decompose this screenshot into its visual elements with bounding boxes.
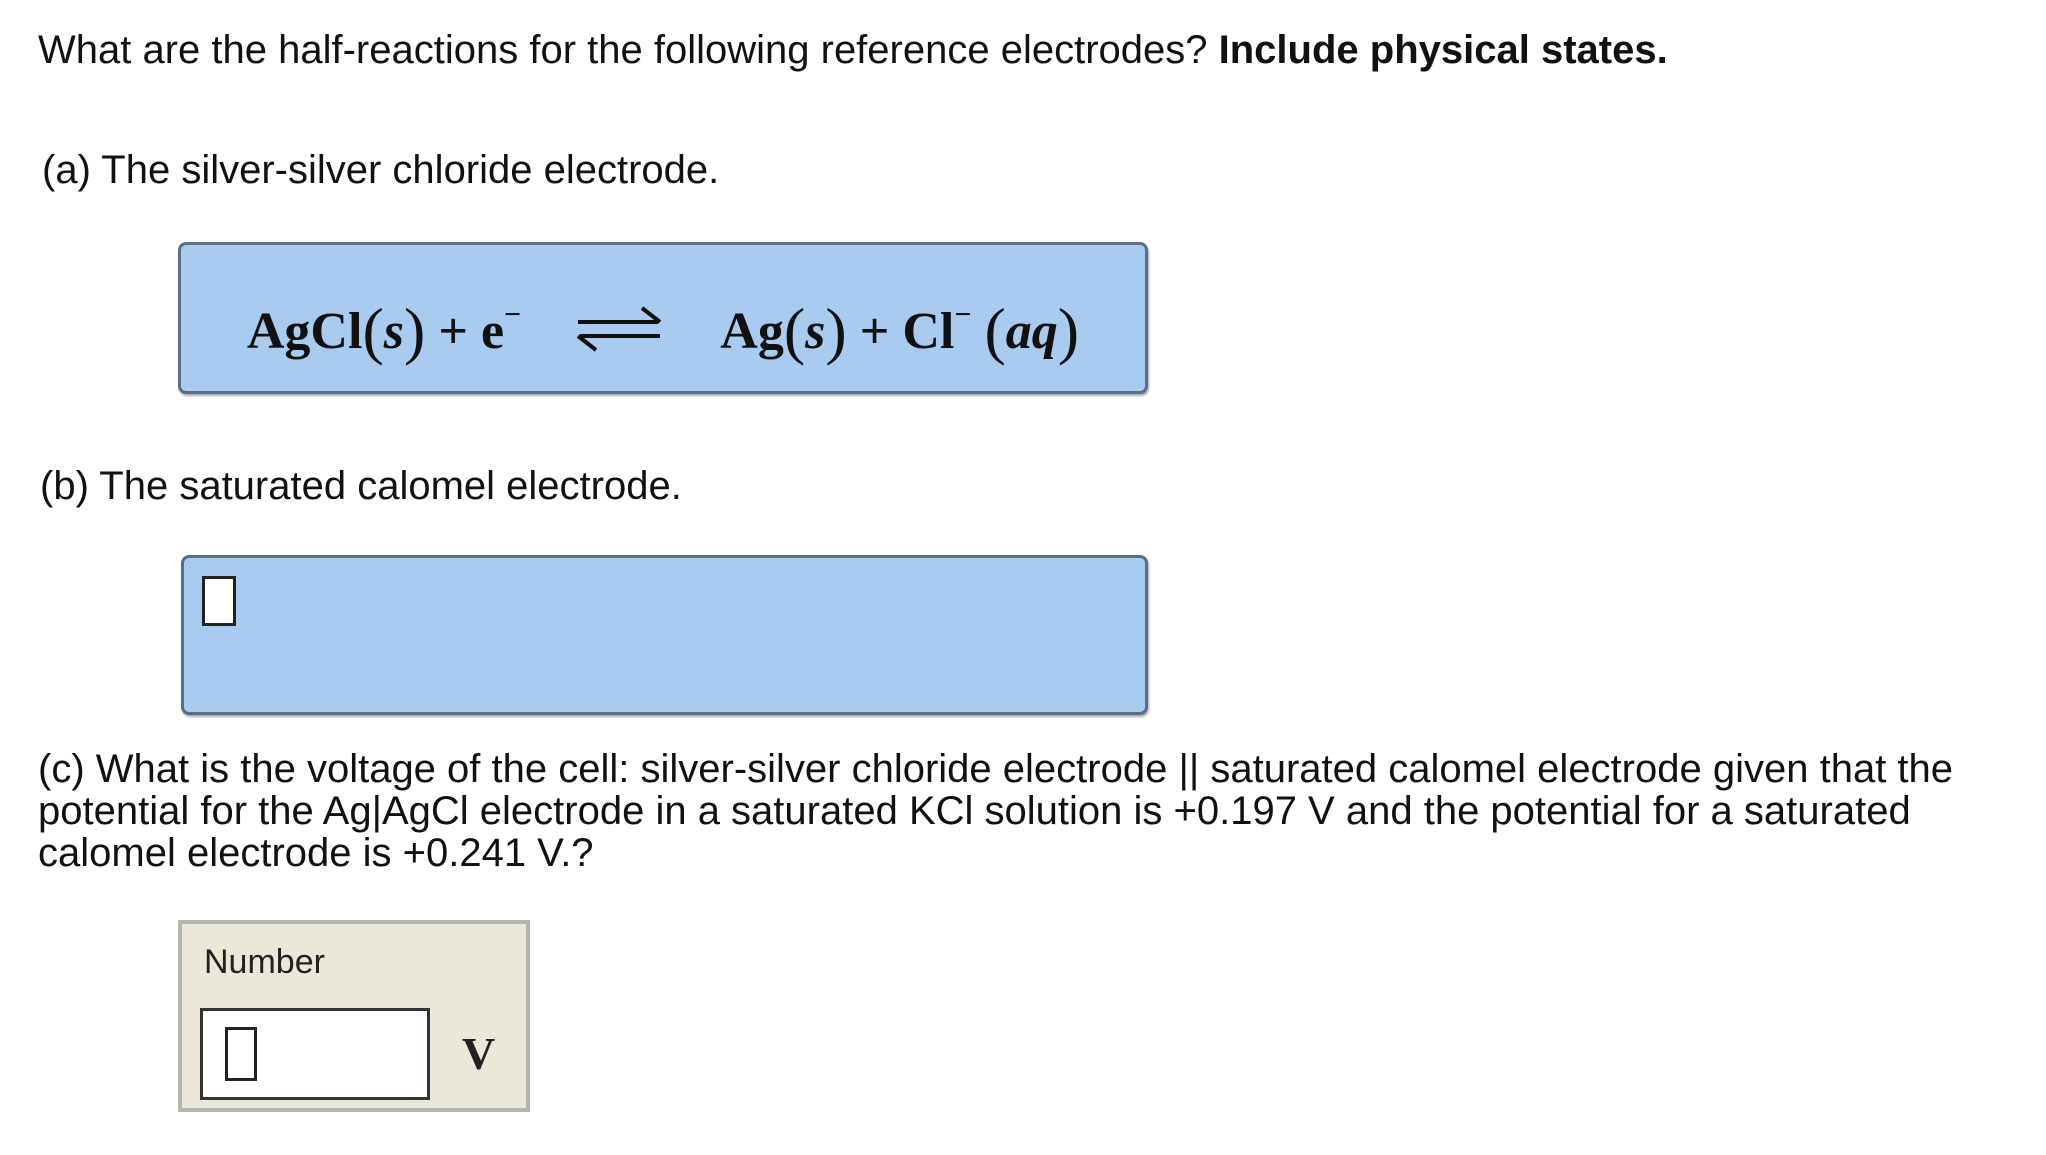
number-label: Number xyxy=(204,943,325,981)
part-a-label: (a) The silver-silver chloride electrode. xyxy=(42,148,720,192)
product-cl-state: aq xyxy=(1005,303,1058,360)
reactant-electron: e xyxy=(480,303,505,360)
part-b-label: (b) The saturated calomel electrode. xyxy=(40,464,682,508)
part-a-answer-box[interactable] xyxy=(178,242,1148,394)
question-text xyxy=(38,24,1668,76)
plus-sign: + xyxy=(859,303,890,360)
product-ag-state: s xyxy=(805,303,826,360)
product-ag: Ag xyxy=(720,303,784,360)
reactant-agcl-state: s xyxy=(383,303,404,360)
plus-sign: + xyxy=(438,303,468,360)
equilibrium-arrows-icon xyxy=(574,304,664,354)
input-cursor xyxy=(225,1027,257,1081)
number-answer-panel xyxy=(178,920,530,1112)
voltage-number-input[interactable] xyxy=(200,1008,430,1100)
question-emphasis: Include physical states. xyxy=(1218,28,1668,72)
chloride-charge: − xyxy=(954,298,972,331)
reactant-agcl: AgCl xyxy=(246,303,363,360)
electron-charge: − xyxy=(504,298,522,331)
question-prompt: What are the half-reactions for the following reference electrodes? xyxy=(38,28,1219,72)
half-reaction-equation: AgCl(s) + e− Ag(s) + Cl− (aq) xyxy=(246,295,1080,366)
part-b-answer-box[interactable] xyxy=(181,555,1148,715)
equation-input-cursor[interactable] xyxy=(202,576,236,626)
part-c-label: (c) What is the voltage of the cell: silver-silver chloride electrode || saturated calomel electrode given that the potential for the Ag|AgCl electrode in a saturated KCl solution is +0.197 V and the potential for a saturated calomel electrode is +0.241 V.? xyxy=(38,747,1954,875)
unit-label: V xyxy=(462,1028,496,1079)
product-cl: Cl xyxy=(902,303,955,360)
